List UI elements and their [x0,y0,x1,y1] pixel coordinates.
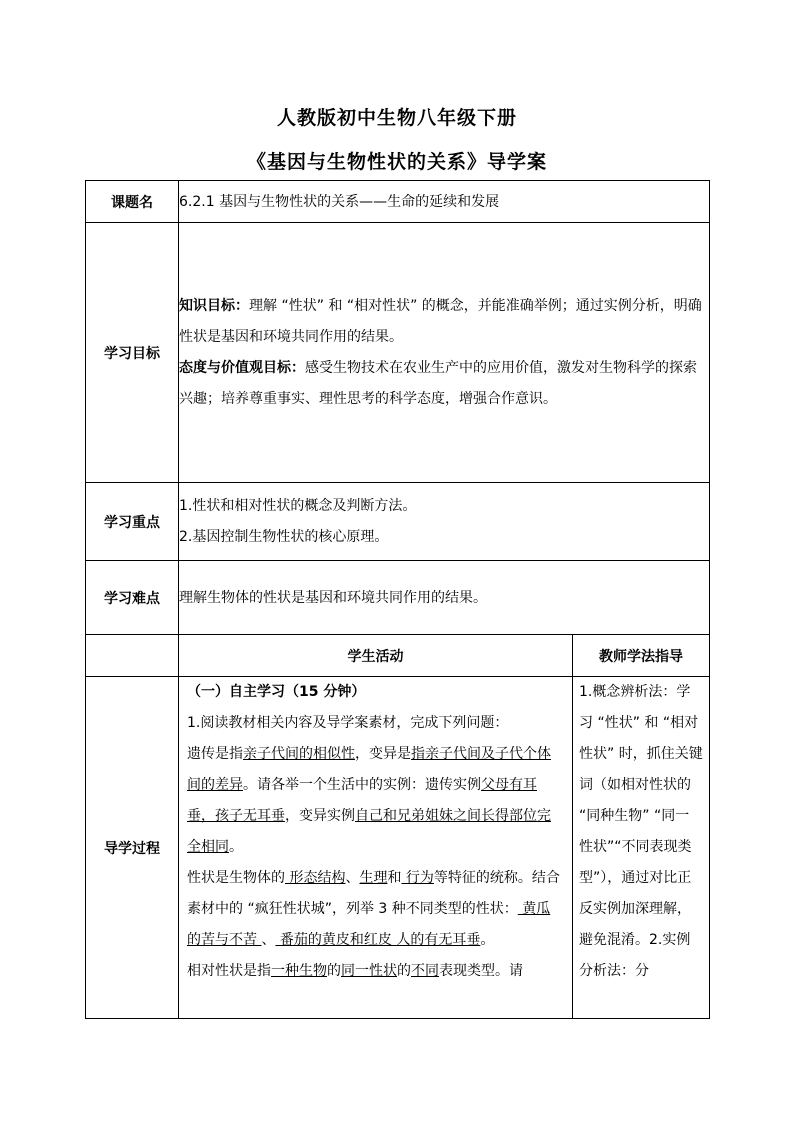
table-row [86,561,710,635]
key-point-item: 1.性状和相对性状的概念及判断方法。 [179,497,417,514]
difficulty-value: 理解生物体的性状是基因和环境共同作用的结果。 [179,561,710,635]
heredity-paragraph: 遗传是指亲子代间的相似性，变异是指亲子代间及子代个体间的差异。请各举一个生活中的实例：遗传实例父母有耳垂，孩子无耳垂，变异实例自己和兄弟姐妹之间长得部位完全相同。 [187,746,551,855]
teacher-guidance-content: 1.概念辨析法：学习 “性状” 和 “相对性状” 时，抓住关键词（如相对性状的 “同种生物” “同一性状”“不同表现类型”），通过对比正反实例加深理解，避免混淆。2.实例分析法：分 [573,677,710,1019]
objectives-label: 学习目标 [86,223,179,483]
document-subtitle: 《基因与生物性状的关系》导学案 [246,151,547,173]
teacher-guidance-header: 教师学法指导 [573,635,710,677]
process-label: 导学过程 [86,677,179,1019]
knowledge-goal-label: 知识目标： [179,297,249,314]
knowledge-goal-text: 理解 “性状” 和 “相对性状” 的概念，并能准确举例；通过实例分析，明确性状是基因和环境共同作用的结果。 [179,297,702,345]
attitude-goal-label: 态度与价值观目标： [179,359,305,376]
topic-value: 6.2.1 基因与生物性状的关系——生命的延续和发展 [179,181,710,223]
trait-paragraph: 性状是生物体的 形态结构、生理和 行为等特征的统称。结合素材中的 “疯狂性状城”，列举 3 种不同类型的性状： 黄瓜的苦与不苦 、 番茄的黄皮和红皮 人的有无耳垂。 [187,870,560,948]
document-title: 人教版初中生物八年级下册 [276,107,517,129]
table-row [86,181,710,223]
table-row [86,223,710,483]
key-point-item: 2.基因控制生物性状的核心原理。 [179,528,389,545]
table-row [86,483,710,561]
objectives-content [179,223,710,483]
key-points-label: 学习重点 [86,483,179,561]
difficulty-label: 学习难点 [86,561,179,635]
key-points-content [179,483,710,561]
relative-trait-paragraph: 相对性状是指一种生物的同一性状的不同表现类型。请 [187,963,523,979]
question-1: 1.阅读教材相关内容及导学案素材，完成下列问题： [187,715,509,731]
blank-cell [86,635,179,677]
student-activity-content [179,677,573,1019]
table-row [86,635,710,677]
table-row [86,677,710,1019]
topic-label: 课题名 [86,181,179,223]
attitude-goal-text: 感受生物技术在农业生产中的应用价值，激发对生物科学的探索兴趣；培养尊重事实、理性思考的科学态度，增强合作意识。 [179,359,697,407]
student-activity-header: 学生活动 [179,635,573,677]
lesson-plan-table [85,180,710,1019]
section-heading: （一）自主学习（15 分钟） [187,684,366,700]
